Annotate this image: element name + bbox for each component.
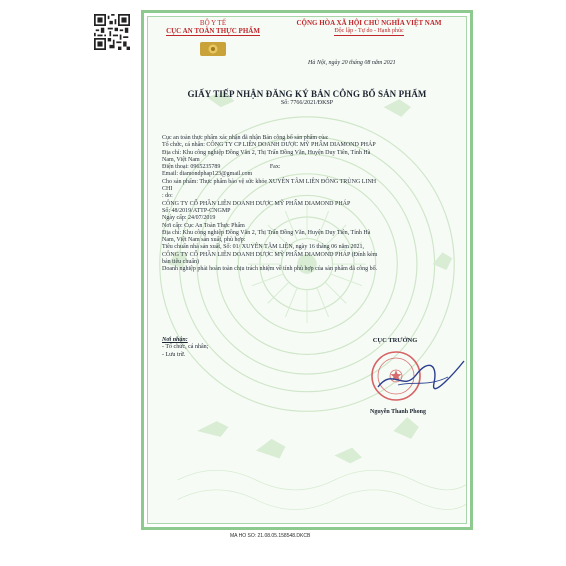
- body-line: Cho sản phẩm: Thực phẩm bảo vệ sức khỏe XUYÊN TÂM LIÊN ĐÔNG TRÙNG LINH: [162, 178, 377, 185]
- certificate-document: [141, 10, 473, 530]
- header-left: [148, 19, 278, 36]
- recipients-block: [162, 337, 208, 359]
- issue-date: Hà Nội, ngày 20 tháng 08 năm 2021: [308, 60, 396, 66]
- agency-logo: [200, 42, 226, 56]
- body-line: Số: 48/2019/ATTP-CNGMP: [162, 207, 231, 214]
- country-name: CỘNG HÒA XÃ HỘI CHỦ NGHĨA VIỆT NAM: [296, 19, 442, 27]
- ministry-name: BỘ Y TẾ: [199, 19, 227, 27]
- recipient-item: - Tổ chức, cá nhân;: [162, 344, 209, 351]
- record-code: MA HO SO: 21.08.05.158548.DKCB: [230, 533, 311, 539]
- body-line: Địa chỉ: Khu công nghiệp Đồng Văn 2, Thị Trấn Đồng Văn, Huyện Duy Tiên, Tỉnh Hà: [162, 229, 371, 236]
- body-line: Tiêu chuẩn nhà sản xuất, Số: 01/ XUYÊN TÂM LIÊN, ngày 16 tháng 06 năm 2021,: [162, 244, 364, 251]
- recipient-item: - Lưu trữ.: [162, 351, 186, 358]
- body-line: CÔNG TY CỔ PHẦN LIÊN DOANH DƯỢC MỸ PHẨM DIAMOND PHÁP (Đính kèm: [162, 251, 378, 258]
- signature-mark: [368, 357, 467, 397]
- qr-code: [94, 14, 130, 50]
- document-body: [162, 135, 462, 274]
- certificate-inner: [147, 16, 467, 524]
- body-line: Nơi cấp: Cục An Toàn Thực Phẩm: [162, 222, 245, 229]
- body-line: Doanh nghiệp phải hoàn toàn chịu trách nhiệm về tính phù hợp của sản phẩm đã công bố.: [162, 266, 378, 273]
- body-line: CHI: [162, 186, 173, 193]
- body-line: Email: diamondphap123@gmail.com: [162, 171, 253, 178]
- body-line: Cục an toàn thực phẩm xác nhận đã nhận Bản công bố sản phẩm của:: [162, 135, 329, 141]
- signer-role: CỤC TRƯỞNG: [372, 337, 418, 344]
- document-title: GIẤY TIẾP NHẬN ĐĂNG KÝ BẢN CÔNG BỐ SẢN PHẨM: [187, 89, 427, 99]
- document-number: Số: 7766/2021/ĐKSP: [280, 100, 334, 106]
- national-motto: Độc lập - Tự do - Hạnh phúc: [334, 28, 404, 34]
- body-line: : do:: [162, 193, 173, 200]
- body-line: Ngày cấp: 24/07/2019: [162, 215, 216, 222]
- body-line: bản tiêu chuẩn): [162, 259, 199, 266]
- body-line: CÔNG TY CỔ PHẦN LIÊN DOANH DƯỢC MỸ PHẨM DIAMOND PHÁP: [162, 200, 351, 207]
- signer-name: Nguyễn Thanh Phong: [370, 409, 426, 415]
- body-line: Nam, Việt Nam sản xuất, phù hợp:: [162, 237, 246, 244]
- body-line: Nam, Việt Nam: [162, 156, 200, 163]
- header-right: [266, 19, 467, 36]
- recipients-title: Nơi nhận:: [162, 337, 188, 343]
- body-line: Điện thoại: 0965235789 Fax:: [162, 164, 281, 171]
- agency-name: CỤC AN TOÀN THỰC PHẨM: [166, 27, 260, 35]
- body-line: Địa chỉ: Khu công nghiệp Đồng Văn 2, Thị Trấn Đồng Văn, Huyện Duy Tiên, Tỉnh Hà: [162, 149, 371, 156]
- body-line: Tổ chức, cá nhân: CÔNG TY CP LIÊN DOANH DƯỢC MỸ PHẨM DIAMOND PHÁP: [162, 142, 376, 149]
